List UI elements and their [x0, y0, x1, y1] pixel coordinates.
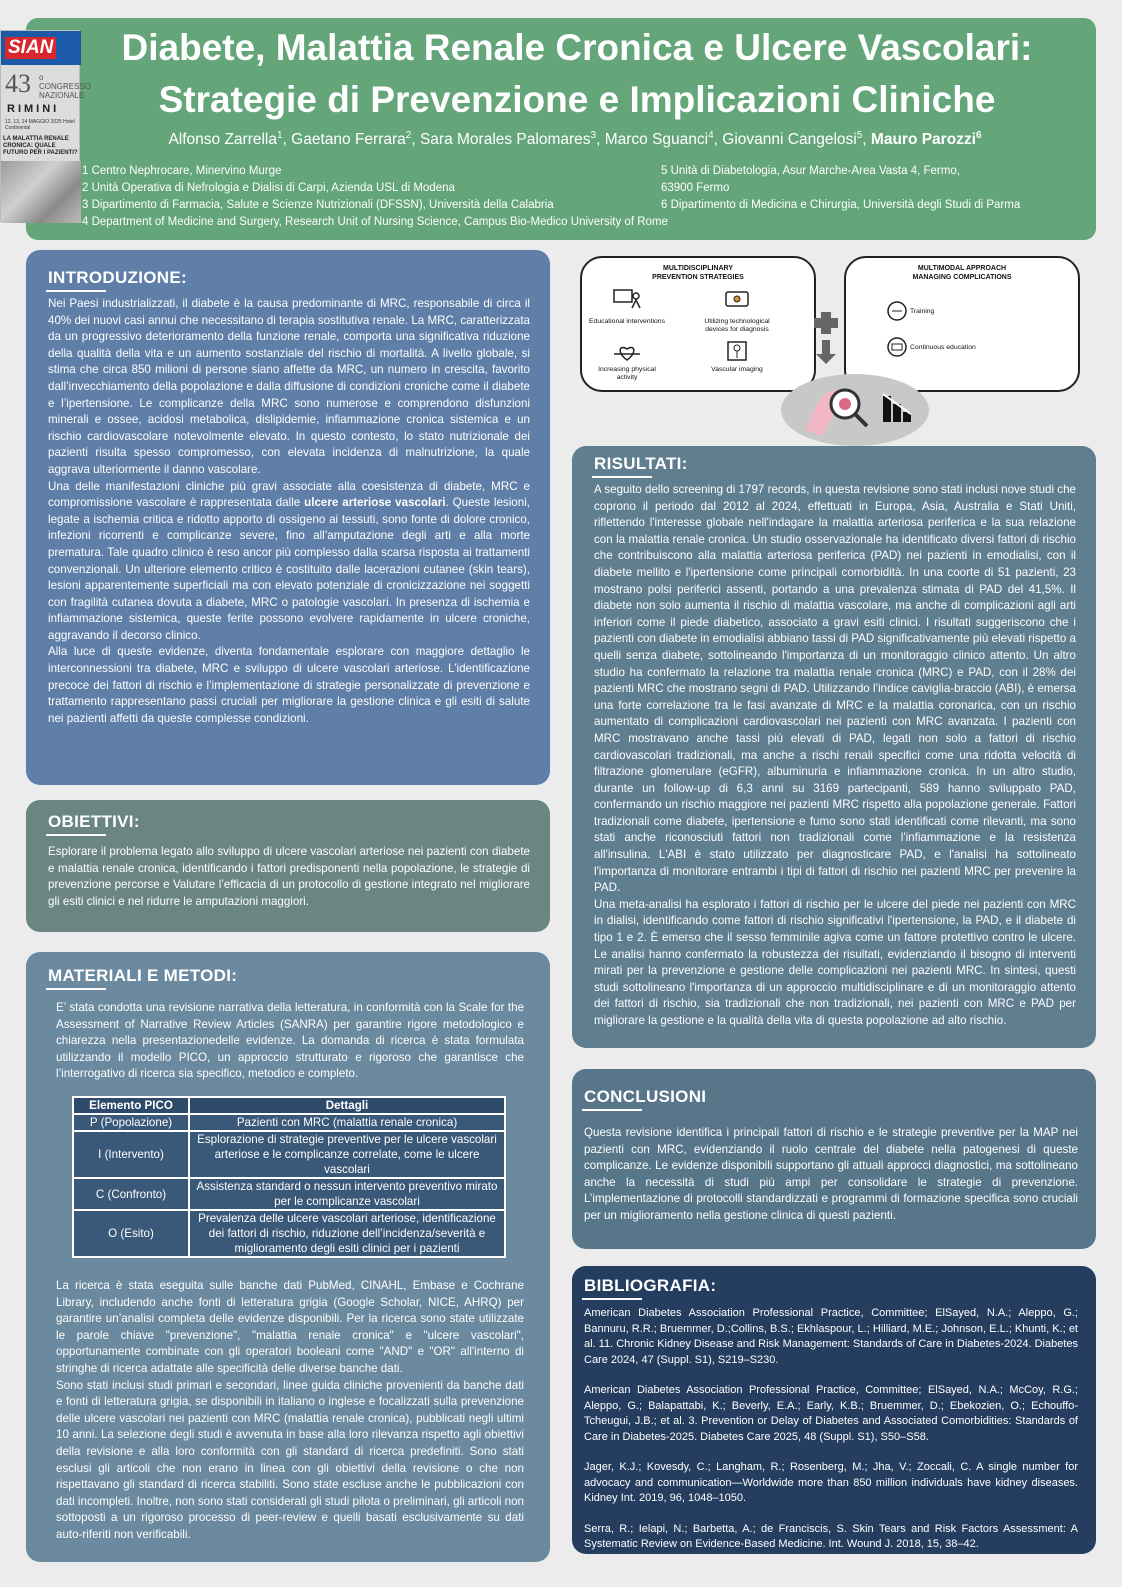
author [605, 131, 723, 148]
author-name: Mauro Parozzi [870, 131, 976, 149]
reference: Serra, R.; Ielapi, N.; Barbetta, A.; de Franciscis, S. Skin Tears and Risk Factors Assessment: A Systematic Review on Evidence-Based Medicine. Int. Wound J. 2018, 15, 38–42. [584, 1522, 1078, 1550]
affiliation: 6 Dipartimento di Medicina e Chirurgia, Università degli Studi di Parma [661, 199, 1021, 211]
section-heading: MATERIALI E METODI: [48, 966, 237, 986]
emphasis: ulcere arteriose vascolari [304, 496, 446, 510]
section-heading: BIBLIOGRAFIA: [584, 1276, 716, 1296]
section-obiettivi [26, 800, 550, 932]
section-body [56, 1278, 524, 1544]
author-affiliation-number: 2 [405, 130, 412, 141]
ulcer-magnifier-icon [775, 370, 935, 450]
logo-edition-label: o CONGRESSO NAZIONALE [39, 73, 92, 100]
author [420, 131, 605, 148]
paragraph: Una delle manifestazioni cliniche più gravi associate alla coesistenza di diabete, MRC e compromissione vascolare è rappresentata dalle ulcere arteriose vascolari. Queste lesioni, legate a ischemia critica e ridotto apporto di ossigeno ai tessuti, sono fonte di dolore cronico, infezioni ricorrenti e complicanze severe, fino all’amputazione degli arti e alla morte prematura. Tale quadro clinico è reso ancor più complesso dalla scarsa risposta ai trattamenti convenzionali. Un ulteriore elemento critico è costituito dalle lacerazioni cutanee (skin tears), lesioni apparentemente superficiali ma con elevato potenziale di cronicizzazione nei soggetti con fragilità cutanea dovuta a diabete, MRC o patologie vascolari. In presenza di ischemia e infiammazione sistemica, queste ferite possono evolvere rapidamente in ulcere croniche, aggravando il decorso clinico. [48, 479, 531, 642]
section-heading: INTRODUZIONE: [48, 268, 187, 288]
affiliation: 1 Centro Nephrocare, Minervino Murge [82, 165, 282, 177]
strategy-label: Vascular imaging [711, 366, 763, 373]
paragraph: Sono stati inclusi studi primari e secondari, linee guida cliniche provenienti da banche dati e fonti di letteratura grigia, se disponibili in italiano o inglese e focalizzati sulla prevenzione delle ulcere vascolari nei pazienti con MRC (malattia renale cronica), pubblicati negli ultimi 10 anni. La selezione degli studi è avvenuta in base alla loro rilevanza rispetto agli obiettivi della revisione e alla loro conformità con gli standard di ricerca predefiniti. Sono stati esclusi gli articoli che non erano in linea con gli obiettivi della revisione o che non rispettavano gli standard di ricerca stabiliti. Sono state escluse anche le pubblicazioni con dati incompleti. Inoltre, non sono stati considerati gli studi pilota o preliminari, gli articoli non sottoposti a un rigoroso processo di peer-review e quelli basati esclusivamente su dati auto-riferiti non verificabili. [56, 1378, 524, 1541]
strategy-label: Utilizing technological devices for diagnosis [704, 318, 770, 333]
author-affiliation-number: 3 [590, 130, 597, 141]
paragraph: Alla luce di queste evidenze, diventa fondamentale esplorare con maggiore dettaglio le interconnessioni tra diabete, MRC e sviluppo di ulcere vascolari arteriose. L’identificazione precoce dei fattori di rischio e l’implementazione di strategie personalizzate di prevenzione e trattamento rappresentano passi cruciali per migliorare la gestione clinica e gli esiti di salute nei pazienti affetti da queste complesse condizioni. [48, 645, 530, 725]
section-conclusioni [572, 1069, 1096, 1249]
table-cell: Prevalenza delle ulcere vascolari arteriose, identificazione dei fattori di rischio, riduzione dell’incidenza/severità e miglioramento degli esiti clinici per i pazienti [189, 1210, 505, 1257]
affiliations-left [82, 163, 668, 231]
congress-logo [0, 30, 92, 222]
reference-list [584, 1306, 1078, 1553]
section-body: Questa revisione identifica i principali fattori di rischio e le strategie preventive per la MAP nei pazienti con MRC, evidenziando il ruolo centrale del diabete nella patogenesi di queste complicanze. Le evidenze disponibili supportano gli attuali approcci diagnostici, ma sottolineano anche la necessità di studi più ampi per consolidare le strategie di prevenzione. L’implementazione di protocolli standardizzati e programmi di formazione specifica sono cruciali per un miglioramento nella gestione clinica di questi pazienti. [584, 1126, 1078, 1222]
strategy-diagram [580, 254, 1092, 450]
table-cell: C (Confronto) [73, 1178, 189, 1210]
logo-edition: 43 [5, 69, 31, 98]
table-cell: Assistenza standard o nessun intervento preventivo mirato per le complicanze vascolari [189, 1178, 505, 1210]
section-risultati [572, 446, 1096, 1048]
vascular-imaging-icon [722, 340, 752, 362]
section-body [48, 296, 530, 727]
section-materiali-metodi [26, 952, 550, 1562]
section-body [594, 482, 1076, 1030]
affiliation: 4 Department of Medicine and Surgery, Research Unit of Nursing Science, Campus Bio-Medico University of Rome [82, 216, 668, 228]
section-introduzione [26, 250, 550, 785]
table-cell: Esplorazione di strategie preventive per le ulcere vascolari arteriose e le complicanze correlate, come le ulcere vascolari [189, 1131, 505, 1178]
logo-photo [1, 161, 81, 223]
title-line-1: Diabete, Malattia Renale Cronica e Ulcere Vascolari: [121, 27, 1033, 68]
plus-arrow-icon [812, 310, 842, 366]
author-affiliation-number: 4 [708, 130, 714, 141]
paragraph: Una meta-analisi ha esplorato i fattori di rischio per le ulcere del piede nei pazienti con MRC in dialisi, identificando come fattori di rischio significativi l'ipertensione, la PAD, e il diabete di tipo 1 e 2. È emerso che il sesso femminile agiva come un fattore protettivo contro le ulcere. Le analisi hanno confermato la robustezza dei risultati, evidenziando il bisogno di interventi mirati per la prevenzione e gestione delle complicazioni nei pazienti MRC. In sintesi, questi studi sottolineano l'importanza di un approccio multidisciplinare e di un monitoraggio attento dei fattori di rischio, sia tradizionali che non tradizionali, nei pazienti con MRC e PAD per migliorare la gestione e la qualità della vita di questa popolazione ad alto rischio. [594, 897, 1076, 1027]
dumbbell-heart-icon [612, 342, 642, 364]
table-header-cell: Elemento PICO [73, 1097, 189, 1114]
device-icon [722, 288, 752, 310]
author-list [100, 130, 1050, 149]
reference: American Diabetes Association Professional Practice, Committee; ElSayed, N.A.; McCoy, R.G.; Aleppo, G.; Balapattabi, K.; Beverly, E.A.; Early, K.B.; Bruemmer, D.; Ebekozien, O.; Echouffo-Tcheugui, J.B.; et al. 3. Prevention or Delay of Diabetes and Associated Comorbidities: Standards of Care in Diabetes-2025. Diabetes Care 2025, 48 (Suppl. S1), S50–S58. [584, 1384, 1078, 1443]
author-name: Alfonso Zarrella [168, 131, 277, 149]
section-body: E’ stata condotta una revisione narrativa della letteratura, in conformità con la Scale for the Assessment of Narrative Review Articles (SANRA) per garantire rigore metodologico e chiarezza nella presentazionedelle evidenze. La domanda di ricerca è stata formulata utilizzando il modello PICO, un approccio strutturato e rigoroso che garantisce che l’interrogativo di ricerca sia specifico, metodico e completo. [56, 1001, 524, 1081]
affiliation: 2 Unità Operativa di Nefrologia e Dialisi di Carpi, Azienda USL di Modena [82, 182, 455, 194]
author [168, 131, 291, 148]
approach-label: Continuous education [910, 344, 976, 351]
strategy-label: Educational interventions [589, 318, 665, 325]
logo-dates: 12, 13, 14 MAGGIO 2025 Hotel Continental [5, 119, 75, 131]
author-affiliation-number: 1 [276, 130, 283, 141]
table-cell: I (Intervento) [73, 1131, 189, 1178]
approach-label: Training [910, 308, 935, 315]
classroom-icon [612, 288, 642, 310]
reference: American Diabetes Association Professional Practice, Committee; ElSayed, N.A.; Aleppo, G.; Bannuru, R.R.; Bruemmer, D.;Collins, B.S.; Ekhlaspour, L.; Hilliard, M.E.; Johnson, E.L.; Khunti, K.; et al. 11. Chronic Kidney Disease and Risk Management: Standards of Care in Diabetes-2024. Diabetes Care 2024, 47 (Suppl. S1), S219–S230. [584, 1307, 1078, 1366]
reference: Jager, K.J.; Kovesdy, C.; Langham, R.; Rosenberg, M.; Jha, V.; Zoccali, C. A single number for advocacy and communication—Worldwide more than 850 million individuals have kidney diseases. Kidney Int. 2019, 96, 1048–1050. [584, 1461, 1078, 1504]
table-row [73, 1178, 505, 1210]
training-icon [882, 300, 912, 322]
paragraph: La ricerca è stata eseguita sulle banche dati PubMed, CINAHL, Embase e Cochrane Library, includendo anche fonti di letteratura grigia (Google Scholar, NICE, AHRQ) per garantire un’analisi completa delle evidenze disponibili. Per la ricerca sono state utilizzate le parole chiave "prevenzione", "malattia renale cronica" e "ulcere vascolari", opportunamente combinate con gli operatori booleani come "AND" e "OR" all'interno di stringhe di ricerca adattate alle specificità delle diverse banche dati. [56, 1279, 524, 1375]
poster-title [82, 22, 1072, 126]
paragraph: Nei Paesi industrializzati, il diabete è la causa predominante di MRC, responsabile di circa il 40% dei nuovi casi annui che necessitano di terapia sostitutiva renale. La MRC, caratterizzata da un progressivo deterioramento della funzione renale, comporta una significativa riduzione della qualità della vita e un aumento sostanziale del rischio di mortalità. A livello globale, si stima che circa 850 milioni di persone siano affette da MRC, un numero in crescita, favorito dall’invecchiamento della popolazione e dalla diffusione di condizioni croniche come il diabete e l’ipertensione. Le complicanze della MRC sono numerose e comprendono disfunzioni minerali e ossee, acidosi metabolica, dislipidemie, infiammazione cronica sistemica e un rischio cardiovascolare notevolmente elevato. In questo contesto, lo stato nutrizionale dei pazienti risulta spesso compromesso, con elevata incidenza di malnutrizione, la quale aggrava ulteriormente il danno vascolare. [48, 297, 530, 476]
logo-caption: LA MALATTIA RENALE CRONICA: QUALE FUTURO PER I PAZIENTI? [3, 136, 78, 156]
paragraph: A seguito dello screening di 1797 records, in questa revisione sono stati inclusi nove studi che coprono il periodo dal 2012 al 2024, effettuati in Europa, Asia, Australia e Stati Uniti, riflettendo l'interesse globale nell'indagare la malattia arteriosa periferica e la sua relazione con la malattia renale cronica. Un studio osservazionale ha identificato diversi fattori di rischio che contribuiscono alla malattia arteriosa periferica (PAD) nei pazienti in emodialisi, con il diabete mellito e l'ipertensione come principali comorbidità. In una coorte di 51 pazienti, 23 mostrano polsi periferici assenti, portando a una prevalenza stimata di PAD del 41,5%. Il diabete non solo aumenta il rischio di malattia vascolare, ma anche di complicazioni agli arti inferiori come il piede diabetico, associato a gravi esiti clinici. I risultati suggeriscono che i pazienti con diabete in emodialisi abbiano tassi di PAD significativamente più elevati rispetto a quelli senza diabete, sottolineando l'importanza di un monitoraggio clinico attento. Un altro studio ha confermato la relazione tra malattia renale cronica (MRC) e PAD, con il 28% dei pazienti MRC che mostrano segni di PAD. Utilizzando l’indice caviglia-braccio (ABI), è emersa una forte correlazione tra le fasi avanzate di MRC e la malattia coronarica, con un rischio aumentato di complicazioni cardiovascolari nei pazienti con MRC avanzata. I pazienti con MRC mostravano anche tassi più elevati di PAD, legati non solo a fattori di rischio cardiovascolari tradizionali, ma anche a rischi renali specifici come una ridotta velocità di filtrazione glomerulare (eGFR), albuminuria e infiammazione cronica. In un altro studio, durante un follow-up di 6,3 anni su 3169 partecipanti, 589 hanno sviluppato PAD, confermando un rischio maggiore nei pazienti MRC rispetto alla popolazione generale. Fattori tradizionali come diabete, ipertensione e fumo sono stati identificati come rilevanti, ma sono stati anche riconosciuti fattori non tradizionali come l'infiammazione e la resistenza all'insulina. L'ABI è stato utilizzato per diagnosticare PAD, e l'analisi ha sottolineato l'importanza di monitorare entrambi i tipi di fattori di rischio nei pazienti MRC per prevenire la PAD. [594, 483, 1076, 895]
table-cell: O (Esito) [73, 1210, 189, 1257]
author [291, 131, 420, 148]
box-title: MULTIDISCIPLINARY PREVENTION STRATEGIES [652, 265, 744, 281]
affiliations-right [661, 163, 1081, 214]
section-heading: RISULTATI: [594, 454, 688, 474]
author-name: Marco Sguanci [604, 131, 709, 149]
table-row [73, 1114, 505, 1131]
affiliation: 3 Dipartimento di Farmacia, Salute e Scienze Nutrizionali (DFSSN), Università della Calabria [82, 199, 554, 211]
author-name: Gaetano Ferrara [291, 131, 406, 149]
author-separator: , [282, 131, 292, 149]
section-heading: OBIETTIVI: [48, 812, 140, 832]
pico-table [72, 1096, 506, 1258]
author-affiliation-number: 5 [856, 130, 863, 141]
author-name: Giovanni Cangelosi [722, 131, 857, 149]
table-row [73, 1210, 505, 1257]
education-icon [882, 336, 912, 358]
section-bibliografia [572, 1266, 1096, 1554]
author-affiliation-number: 6 [975, 130, 982, 141]
table-header-cell: Dettagli [189, 1097, 505, 1114]
section-heading: CONCLUSIONI [584, 1087, 706, 1107]
author [871, 131, 982, 148]
author-separator: , [713, 131, 723, 149]
author-name: Sara Morales Palomares [419, 131, 591, 149]
logo-city: RIMINI [7, 103, 60, 115]
table-cell: P (Popolazione) [73, 1114, 189, 1131]
table-cell: Pazienti con MRC (malattia renale cronica) [189, 1114, 505, 1131]
box-title: MULTIMODAL APPROACH MANAGING COMPLICATIONS [912, 265, 1012, 281]
author-separator: , [862, 131, 871, 149]
author [722, 131, 871, 148]
table-row [73, 1131, 505, 1178]
affiliation: 5 Unità di Diabetologia, Asur Marche-Area Vasta 4, Fermo, 63900 Fermo [661, 165, 960, 194]
author-separator: , [411, 131, 420, 149]
strategy-label: Increasing physical activity [598, 366, 656, 381]
table-header-row [73, 1097, 505, 1114]
author-separator: , [596, 131, 605, 149]
logo-brand: SIAN [5, 37, 56, 59]
title-line-2: Strategie di Prevenzione e Implicazioni Cliniche [158, 79, 996, 120]
section-body: Esplorare il problema legato allo sviluppo di ulcere vascolari arteriose nei pazienti con diabete e malattia renale cronica, identificando i fattori predisponenti nella popolazione, le strategie di prevenzione percorse e Valutare l’efficacia di un protocollo di gestione integrato nel migliorare gli esiti clinici e nel ridurre le amputazioni maggiori. [48, 845, 530, 908]
